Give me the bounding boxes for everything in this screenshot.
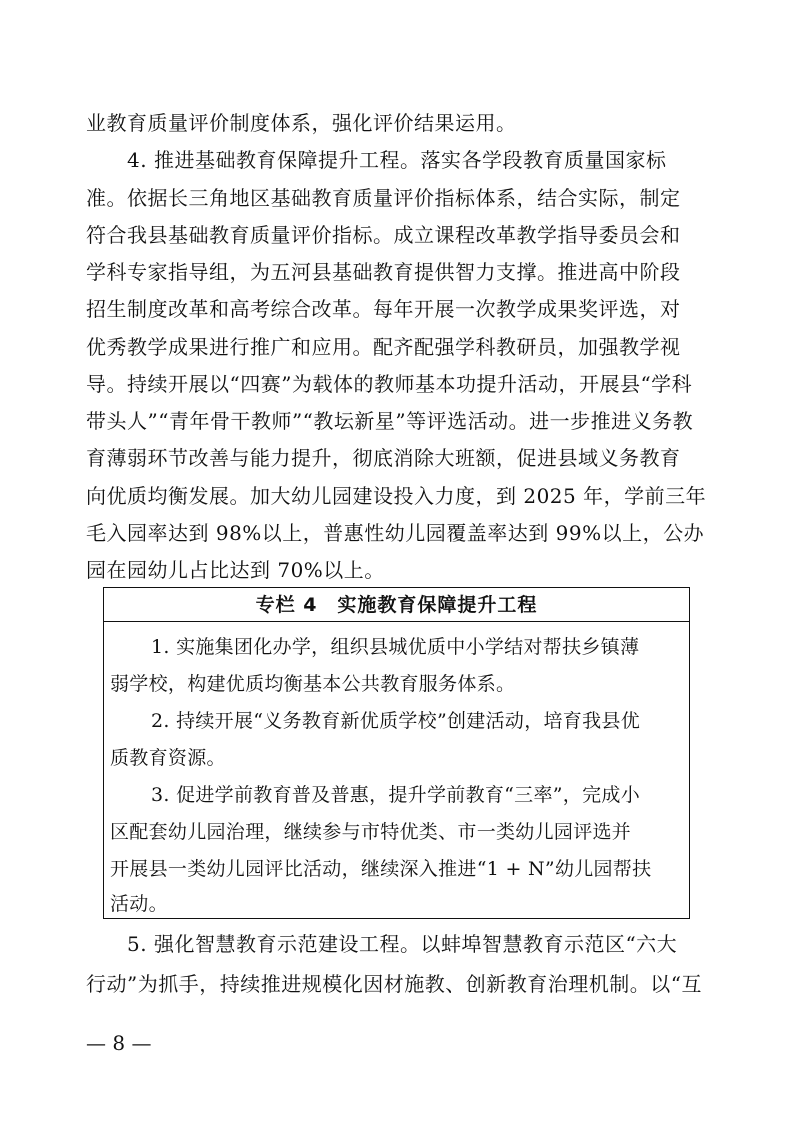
paragraph-line: 招生制度改革和高考综合改革。每年开展一次教学成果奖评选，对: [86, 297, 681, 322]
feature-box-title: 专栏 4 实施教育保障提升工程: [255, 594, 538, 616]
box-line: 1. 实施集团化办学，组织县城优质中小学结对帮扶乡镇薄: [151, 636, 640, 658]
box-line: 区配套幼儿园治理，继续参与市特优类、市一类幼儿园评选并: [110, 821, 632, 843]
paragraph-line: 毛入园率达到 98%以上，普惠性幼儿园覆盖率达到 99%以上，公办: [86, 520, 705, 545]
paragraph-line: 学科专家指导组，为五河县基础教育提供智力支撑。推进高中阶段: [86, 260, 681, 284]
paragraph-line: 符合我县基础教育质量评价指标。成立课程改革教学指导委员会和: [86, 222, 681, 247]
paragraph-line: 业教育质量评价制度体系，强化评价结果运用。: [86, 111, 517, 135]
paragraph-line: 向优质均衡发展。加大幼儿园建设投入力度，到 2025 年，学前三年: [86, 483, 707, 508]
box-line: 活动。: [110, 893, 168, 915]
paragraph-line: 行动”为抓手，持续推进规模化因材施教、创新教育治理机制。以“互: [86, 972, 702, 996]
feature-box: [103, 587, 690, 919]
paragraph-line: 带头人”“青年骨干教师”“教坛新星”等评选活动。进一步推进义务教: [86, 409, 694, 433]
paragraph-line: 优秀教学成果进行推广和应用。配齐配强学科教研员，加强教学视: [86, 334, 681, 359]
box-line: 3. 促进学前教育普及普惠，提升学前教育“三率”，完成小: [151, 784, 640, 806]
paragraph-line: 导。持续开展以“四赛”为载体的教师基本功提升活动，开展县“学科: [86, 371, 693, 396]
paragraph-line: 5. 强化智慧教育示范建设工程。以蚌埠智慧教育示范区“六大: [127, 932, 678, 956]
paragraph-line: 园在园幼儿占比达到 70%以上。: [86, 558, 385, 582]
page-number: — 8 —: [86, 1031, 152, 1055]
paragraph-line: 育薄弱环节改善与能力提升，彻底消除大班额，促进县域义务教育: [86, 446, 681, 471]
box-line: 弱学校，构建优质均衡基本公共教育服务体系。: [110, 673, 516, 695]
box-line: 开展县一类幼儿园评比活动，继续深入推进“1 + N”幼儿园帮扶: [110, 858, 652, 880]
feature-box-header: [104, 588, 689, 622]
box-line: 质教育资源。: [110, 747, 226, 769]
paragraph-line: 准。依据长三角地区基础教育质量评价指标体系，结合实际，制定: [86, 185, 681, 210]
paragraph-line: 4. 推进基础教育保障提升工程。落实各学段教育质量国家标: [127, 148, 667, 173]
box-line: 2. 持续开展“义务教育新优质学校”创建活动，培育我县优: [151, 710, 640, 732]
